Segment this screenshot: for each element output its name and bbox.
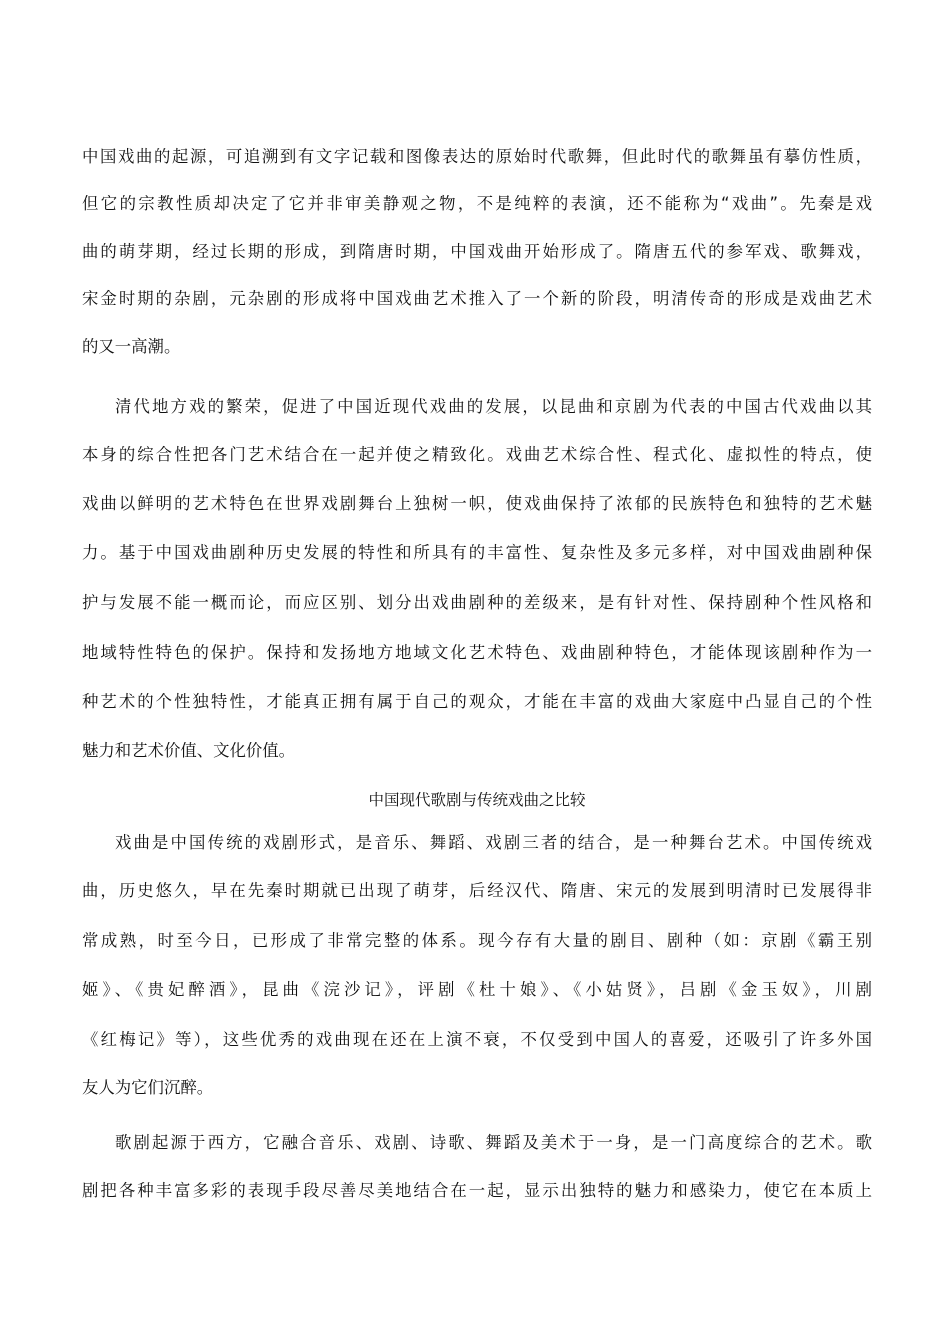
text-line: 戏曲以鲜明的艺术特色在世界戏剧舞台上独树一帜，使戏曲保持了浓郁的民族特色和独特的艺术魅: [82, 494, 872, 513]
text-line: 护与发展不能一概而论，而应区别、划分出戏曲剧种的差级来，是有针对性、保持剧种个性风格和: [82, 593, 872, 612]
text-line: 歌剧起源于西方，它融合音乐、戏剧、诗歌、舞蹈及美术于一身，是一门高度综合的艺术。歌: [115, 1133, 872, 1152]
text-line: 魅力和艺术价值、文化价值。: [82, 741, 296, 760]
text-line: 友人为它们沉醉。: [82, 1078, 214, 1097]
text-line: 种艺术的个性独特性，才能真正拥有属于自己的观众，才能在丰富的戏曲大家庭中凸显自己的个性: [82, 692, 872, 711]
text-line: 常成熟，时至今日，已形成了非常完整的体系。现今存有大量的剧目、剧种（如：京剧《霸王别: [82, 931, 872, 950]
section-heading: 中国现代歌剧与传统戏曲之比较: [368, 791, 586, 809]
text-line: 曲的萌芽期，经过长期的形成，到隋唐时期，中国戏曲开始形成了。隋唐五代的参军戏、歌舞戏，: [82, 242, 872, 261]
text-line: 清代地方戏的繁荣，促进了中国近现代戏曲的发展，以昆曲和京剧为代表的中国古代戏曲以其: [115, 397, 872, 416]
text-line: 地域特性特色的保护。保持和发扬地方地域文化艺术特色、戏曲剧种特色，才能体现该剧种作为一: [82, 643, 872, 662]
text-line: 姬》、《贵妃醉酒》，昆曲《浣沙记》，评剧《杜十娘》、《小姑贤》，吕剧《金玉奴》，川剧: [82, 980, 872, 999]
text-line: 《红梅记》等），这些优秀的戏曲现在还在上演不衰，不仅受到中国人的喜爱，还吸引了许多外国: [82, 1030, 872, 1049]
text-line: 剧把各种丰富多彩的表现手段尽善尽美地结合在一起，显示出独特的魅力和感染力，使它在本质上: [82, 1181, 872, 1200]
text-line: 的又一高潮。: [82, 337, 181, 356]
text-line: 戏曲是中国传统的戏剧形式，是音乐、舞蹈、戏剧三者的结合，是一种舞台艺术。中国传统戏: [115, 833, 872, 852]
text-line: 力。基于中国戏曲剧种历史发展的特性和所具有的丰富性、复杂性及多元多样，对中国戏曲剧种保: [82, 543, 872, 562]
text-line: 中国戏曲的起源，可追溯到有文字记载和图像表达的原始时代歌舞，但此时代的歌舞虽有摹仿性质，: [82, 147, 872, 166]
text-line: 但它的宗教性质却决定了它并非审美静观之物，不是纯粹的表演，还不能称为“戏曲”。先秦是戏: [82, 194, 872, 213]
text-line: 曲，历史悠久，早在先秦时期就已出现了萌芽，后经汉代、隋唐、宋元的发展到明清时已发展得非: [82, 881, 872, 900]
text-line: 宋金时期的杂剧，元杂剧的形成将中国戏曲艺术推入了一个新的阶段，明清传奇的形成是戏曲艺术: [82, 289, 872, 308]
text-line: 本身的综合性把各门艺术结合在一起并使之精致化。戏曲艺术综合性、程式化、虚拟性的特点，使: [82, 445, 872, 464]
